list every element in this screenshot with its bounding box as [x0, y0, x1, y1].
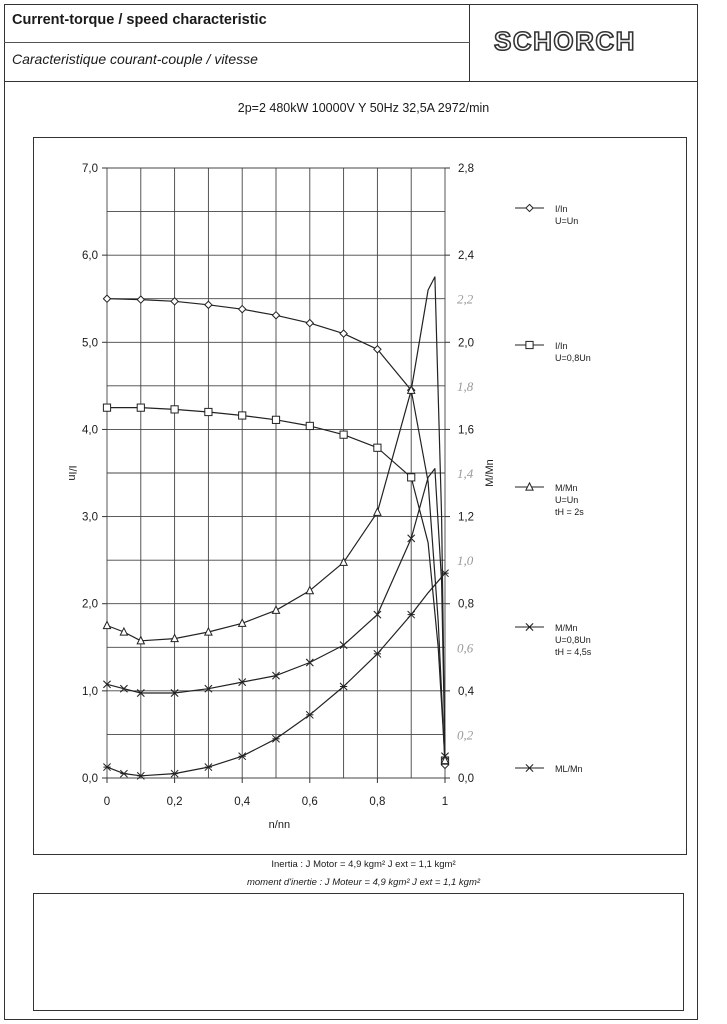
marker-diamond	[272, 312, 279, 319]
y-tick-label: 3,0	[82, 511, 98, 524]
marker-triangle	[306, 587, 313, 594]
chart-axes	[66, 163, 496, 831]
marker-diamond	[205, 301, 212, 308]
handwritten-annotation: 0,6	[457, 640, 474, 656]
legend-item	[515, 204, 578, 226]
y-tick-label: 7,0	[82, 163, 98, 175]
handwritten-annotation: 0,2	[457, 727, 474, 743]
marker-triangle	[103, 621, 110, 628]
legend-item	[515, 764, 583, 774]
marker-triangle	[374, 508, 381, 515]
inertia-line-french: moment d'inertie : J Moteur = 4,9 kgm² J ext = 1,1 kgm²	[246, 877, 481, 888]
x-tick-label: 0,6	[301, 796, 318, 808]
inertia-line-english: Inertia : J Motor = 4,9 kgm² J ext = 1,1 kgm²	[271, 859, 456, 870]
y-axis-label: I/In	[66, 465, 78, 481]
y2-tick-label: 2,8	[458, 163, 474, 175]
notes-box	[33, 893, 684, 1011]
marker-diamond	[137, 296, 144, 303]
legend-item	[515, 341, 591, 363]
marker-diamond	[340, 330, 347, 337]
schorch-logo: SCHORCH	[494, 26, 636, 56]
handwritten-annotation: 2,2	[457, 291, 474, 307]
y2-tick-label: 1,6	[458, 424, 474, 437]
marker-square	[272, 416, 279, 423]
marker-square	[239, 412, 246, 419]
marker-square	[374, 444, 381, 451]
chart-legend	[515, 204, 592, 774]
marker-square	[340, 431, 347, 438]
y-tick-label: 0,0	[82, 773, 98, 785]
legend-item	[515, 483, 584, 517]
y2-axis-label: M/Mn	[484, 459, 496, 487]
x-tick-label: 0,8	[369, 796, 386, 808]
legend-label: tH = 2s	[555, 507, 584, 517]
y2-tick-label: 0,8	[458, 598, 474, 611]
title-french: Caracteristique courant-couple / vitesse	[12, 51, 258, 67]
y2-tick-label: 0,4	[458, 685, 474, 698]
y-tick-label: 5,0	[82, 337, 98, 350]
legend-label: M/Mn	[555, 623, 578, 633]
x-tick-label: 0	[103, 796, 111, 808]
y-tick-label: 4,0	[82, 424, 98, 437]
legend-label: U=Un	[555, 495, 579, 505]
y2-tick-label: 0,0	[458, 773, 474, 785]
marker-asterisk	[120, 770, 127, 777]
marker-square	[205, 408, 212, 415]
legend-label: tH = 4,5s	[555, 647, 592, 657]
marker-triangle	[272, 606, 279, 613]
legend-label: U=0,8Un	[555, 353, 591, 363]
marker-square	[103, 404, 110, 411]
y-tick-label: 1,0	[82, 685, 98, 698]
marker-diamond	[103, 295, 110, 302]
handwritten-annotation: 1,0	[457, 553, 474, 569]
marker-square	[526, 341, 533, 348]
marker-diamond	[239, 306, 246, 313]
legend-label: ML/Mn	[555, 764, 583, 774]
x-tick-label: 0,4	[234, 796, 251, 808]
legend-label: M/Mn	[555, 483, 578, 493]
x-tick-label: 1	[441, 796, 449, 808]
legend-label: U=0,8Un	[555, 635, 591, 645]
marker-square	[408, 474, 415, 481]
y-tick-label: 6,0	[82, 250, 98, 263]
title-english: Current-torque / speed characteristic	[12, 12, 267, 28]
y2-tick-label: 2,4	[458, 250, 474, 263]
legend-label: I/In	[555, 204, 568, 214]
legend-label: I/In	[555, 341, 568, 351]
x-tick-label: 0,2	[166, 796, 183, 808]
x-axis-label: n/nn	[268, 819, 291, 831]
handwritten-annotation: 1,4	[457, 466, 474, 481]
marker-square	[137, 404, 144, 411]
marker-diamond	[306, 320, 313, 327]
handwritten-annotation: 1,8	[457, 378, 474, 394]
motor-spec: 2p=2 480kW 10000V Y 50Hz 32,5A 2972/min	[237, 101, 490, 115]
legend-label: U=Un	[555, 216, 579, 226]
marker-asterisk	[526, 764, 533, 771]
marker-diamond	[526, 204, 533, 211]
y2-tick-label: 2,0	[458, 337, 474, 350]
marker-square	[306, 422, 313, 429]
marker-square	[171, 406, 178, 413]
y-tick-label: 2,0	[82, 598, 98, 611]
y2-tick-label: 1,2	[458, 511, 474, 524]
chart-grid	[107, 168, 445, 778]
legend-item	[515, 623, 592, 657]
